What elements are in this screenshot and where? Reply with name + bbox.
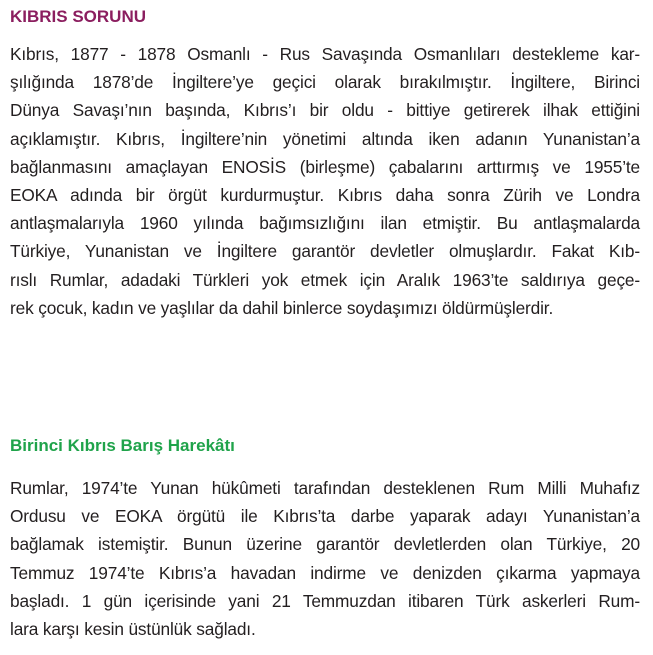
paragraph-line: Ordusu ve EOKA örgütü ile Kıbrıs’ta darbe yaparak adayı Yunanistan’a [10, 506, 640, 527]
paragraph-line: Temmuz 1974’te Kıbrıs’a havadan indirme ve denizden çıkarma yapmaya [10, 562, 640, 583]
paragraph-line: bağlanmasını amaçlayan ENOSİS (birleşme) çabalarını arttırmış ve 1955’te [10, 156, 640, 177]
paragraph-line: bağlamak istemiştir. Bunun üzerine garantör devletlerden olan Türkiye, 20 [10, 534, 640, 555]
paragraph-line: başladı. 1 gün içerisinde yani 21 Temmuzdan itibaren Türk askerleri Rum- [10, 590, 640, 611]
section-body-baris-harekati [10, 474, 640, 643]
paragraph-line: lara karşı kesin üstünlük sağladı. [10, 619, 256, 640]
paragraph-line: rek çocuk, kadın ve yaşlılar da dahil binlerce soydaşımızı öldürmüşlerdir. [10, 297, 554, 318]
paragraph-line: antlaşmalarıyla 1960 yılında bağımsızlığını ilan etmiştir. Bu antlaşmalarda [10, 213, 640, 234]
paragraph-line: Rumlar, 1974’te Yunan hükûmeti tarafından desteklenen Rum Milli Muhafız [10, 478, 640, 498]
section-heading-kibris-sorunu: KIBRIS SORUNU [10, 7, 147, 26]
paragraph-line: Kıbrıs, 1877 - 1878 Osmanlı - Rus Savaşında Osmanlıları destekleme kar- [10, 44, 640, 64]
paragraph-line: Dünya Savaşı’nın başında, Kıbrıs’ı bir oldu - bittiye getirerek ilhak ettiğini [10, 100, 640, 121]
paragraph-line: açıklamıştır. Kıbrıs, İngiltere’nin yönetimi altında iken adanın Yunanistan’a [10, 128, 640, 149]
paragraph-line: Türkiye, Yunanistan ve İngiltere garantör devletler olmuşlardır. Fakat Kıb- [10, 241, 640, 262]
paragraph-line: şılığında 1878’de İngiltere’ye geçici olarak bırakılmıştır. İngiltere, Birinci [10, 72, 640, 93]
section-body-kibris-sorunu [10, 40, 640, 322]
paragraph-line: EOKA adında bir örgüt kurdurmuştur. Kıbrıs daha sonra Zürih ve Londra [10, 185, 640, 206]
paragraph-line: rıslı Rumlar, adadaki Türkleri yok etmek için Aralık 1963’te saldırıya geçe- [10, 269, 640, 290]
section-heading-baris-harekati: Birinci Kıbrıs Barış Harekâtı [10, 436, 235, 455]
